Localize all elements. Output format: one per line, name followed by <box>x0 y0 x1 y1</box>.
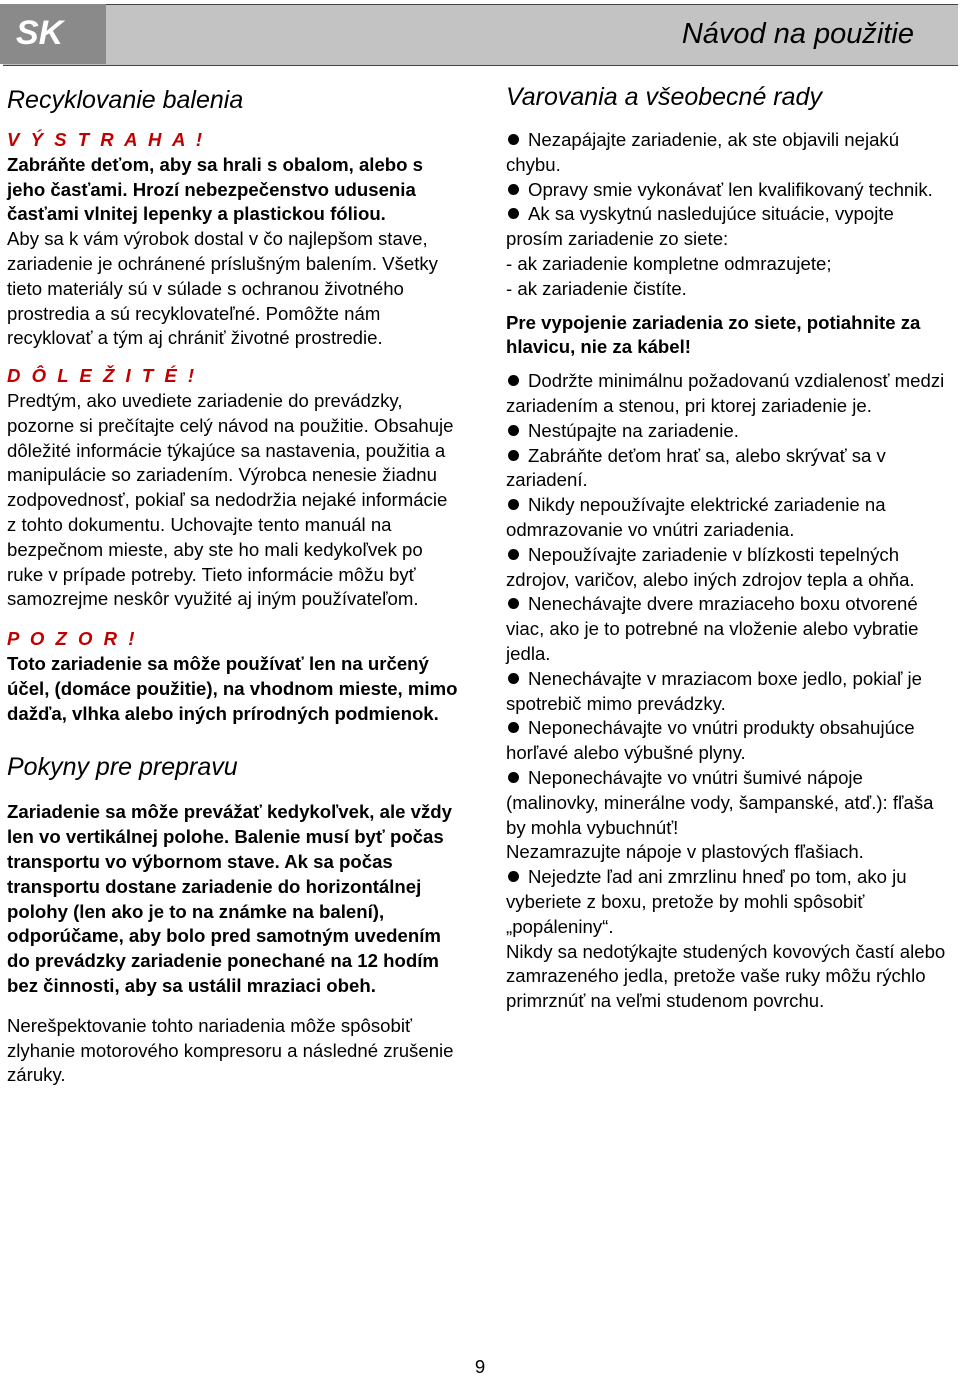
warnings-heading: Varovania a všeobecné rady <box>506 83 822 111</box>
caution-title: P O Z O R ! <box>7 628 138 650</box>
warning-text: Zabráňte deťom, aby sa hrali s obalom, alebo s jeho časťami. Hrozí nebezpečenstvo udusenia časťami vlnitej lepenky a plastickou fóliou. <box>7 153 424 225</box>
page-header <box>0 0 960 70</box>
bullet-icon <box>508 208 519 219</box>
bullet-item: Nikdy nepoužívajte elektrické zariadenie na odmrazovanie vo vnútri zariadenia. <box>506 494 886 540</box>
sub-item: - ak zariadenie čistíte. <box>506 277 687 299</box>
bullet-icon <box>508 549 519 560</box>
final-warning: Nikdy sa nedotýkajte studených kovových častí alebo zamrazeného jedla, pretože vaše ruky môžu rýchlo primrznúť na veľmi studenom povrchu. <box>506 940 946 1012</box>
bullet-item: Neponechávajte vo vnútri šumivé nápoje (malinovky, minerálne vody, šampanské, atď.): fľaša by mohla vybuchnúť! <box>506 766 934 838</box>
caution-text: Toto zariadenie sa môže používať len na určený účel, (domáce použitie), na vhodnom mieste, mimo dažďa, vlhka alebo iných prírodných podmienok. <box>7 652 458 724</box>
bullet-icon <box>508 184 519 195</box>
unplug-warning: Pre vypojenie zariadenia zo siete, potiahnite za hlavicu, nie za kábel! <box>506 311 921 358</box>
left-column <box>7 80 459 1088</box>
bullet-icon <box>508 375 519 386</box>
recycling-heading: Recyklovanie balenia <box>7 86 244 114</box>
important-title: D Ô L E Ž I T É ! <box>7 365 198 387</box>
bullet-item: Dodržte minimálnu požadovanú vzdialenosť medzi zariadením a stenou, pri ktorej zariadenie je. <box>506 370 945 416</box>
important-text: Predtým, ako uvediete zariadenie do prevádzky, pozorne si prečítajte celý návod na použitie. Obsahuje dôležité informácie týkajúce sa nastavenia, použitia a manipulácie so zariadením. Výrobca nenesie žiadnu zodpovednosť, pokiaľ sa nedodržia nejaké informácie z tohto dokumentu. Uchovajte tento manuál na bezpečnom mieste, aby ste ho mali kedykoľvek po ruke v prípade potreby. Tieto informácie môžu byť samozrejme neskôr využité aj iným používateľom. <box>7 389 454 610</box>
right-column <box>506 80 954 1014</box>
language-code: SK <box>0 4 106 64</box>
manual-title: Návod na použitie <box>681 18 914 50</box>
bullet-item: Ak sa vyskytnú nasledujúce situácie, vypojte prosím zariadenie zo siete: <box>506 203 894 250</box>
transport-note: Nerešpektovanie tohto nariadenia môže spôsobiť zlyhanie motorového kompresoru a následné zrušenie záruky. <box>7 1014 454 1086</box>
bullet-item: Neponechávajte vo vnútri produkty obsahujúce horľavé alebo výbušné plyny. <box>506 717 915 764</box>
transport-text: Zariadenie sa môže prevážať kedykoľvek, ale vždy len vo vertikálnej polohe. Balenie musí byť počas transportu vo výbornom stave. Ak sa počas transportu dostane zariadenie do horizontálnej polohy (len ako je to na známke na balení), odporúčame, aby bolo pred samotným uvedením do prevádzky zariadenie ponechané na 12 hodím bez činnosti, aby sa ustálil mraziaci obeh. <box>7 801 452 996</box>
bullet-icon <box>508 871 519 882</box>
bullet-item: Nepoužívajte zariadenie v blízkosti tepelných zdrojov, varičov, alebo iných zdrojov tepla a ohňa. <box>506 543 915 590</box>
bullet-extra: Nezamrazujte nápoje v plastových fľašiach. <box>506 841 864 863</box>
bullet-item: Zabráňte deťom hrať sa, alebo skrývať sa v zariadení. <box>506 444 886 491</box>
bullet-icon <box>508 598 519 609</box>
bullet-item: Nezapájajte zariadenie, ak ste objavili nejakú chybu. <box>506 129 900 175</box>
bullet-item: Nenechávajte dvere mraziaceho boxu otvorené viac, ako je to potrebné na vloženie alebo vybratie jedla. <box>506 593 919 664</box>
bullet-icon <box>508 673 519 684</box>
page-number: 9 <box>474 1356 486 1377</box>
bullet-item: Nenechávajte v mraziacom boxe jedlo, pokiaľ je spotrebič mimo prevádzky. <box>506 667 923 714</box>
transport-heading: Pokyny pre prepravu <box>7 753 238 782</box>
recycling-text: Aby sa k vám výrobok dostal v čo najlepšom stave, zariadenie je ochránené príslušným balením. Všetky tieto materiály sú v súlade s ochranou životného prostredia a sú recyklovateľné. Pomôžte nám recyklovať a tým aj chrániť životné prostredie. <box>7 228 438 349</box>
bullet-icon <box>508 134 519 145</box>
bullet-item: Opravy smie vykonávať len kvalifikovaný technik. <box>506 178 954 203</box>
bullet-icon <box>508 450 519 461</box>
bullet-icon <box>508 722 519 733</box>
warning-title: V Ý S T R A H A ! <box>7 129 206 150</box>
bullet-icon <box>508 772 519 783</box>
bullet-item: Nejedzte ľad ani zmrzlinu hneď po tom, ako ju vyberiete z boxu, pretože by mohli spôsobiť „popáleniny“. <box>506 866 907 937</box>
sub-item: - ak zariadenie kompletne odmrazujete; <box>506 252 832 274</box>
bullet-icon <box>508 499 519 510</box>
bullet-icon <box>508 425 519 436</box>
bullet-item: Nestúpajte na zariadenie. <box>506 419 954 444</box>
